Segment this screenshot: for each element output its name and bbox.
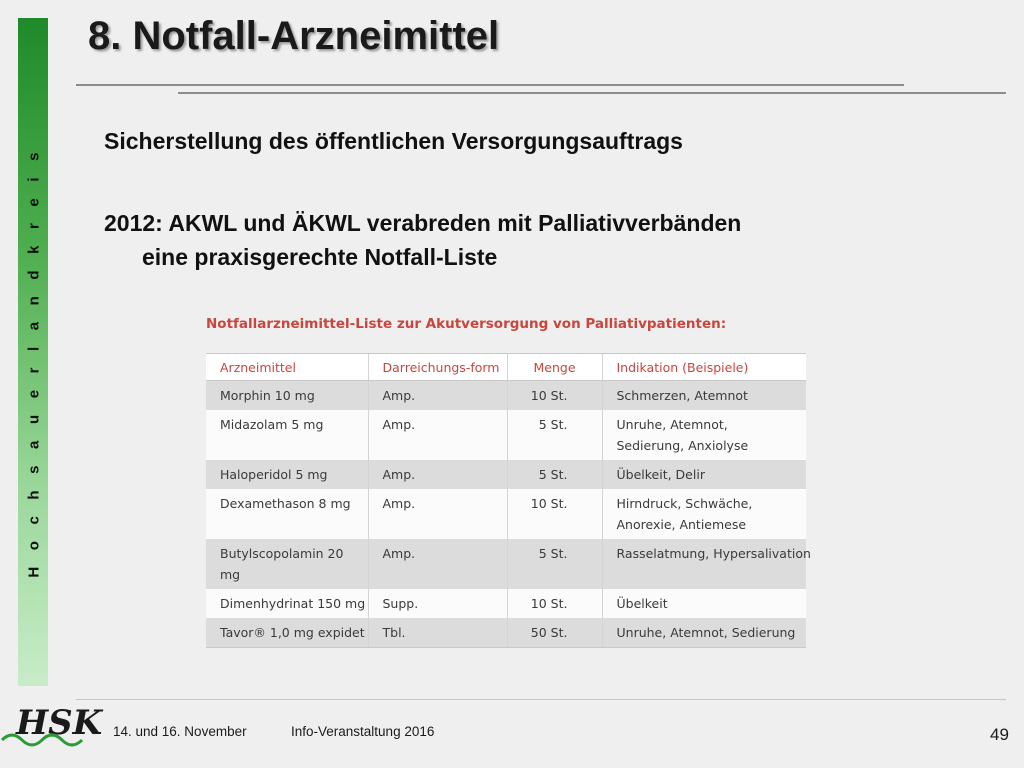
cell-form: Amp.: [368, 489, 507, 539]
cell-form: Amp.: [368, 410, 507, 460]
cell-form: Tbl.: [368, 618, 507, 648]
logo-lettering: HSK: [16, 703, 103, 743]
cell-indication: [602, 489, 806, 539]
cell-form: Amp.: [368, 539, 507, 589]
cell-quantity: 5 St.: [507, 410, 602, 460]
cell-quantity: 50 St.: [507, 618, 602, 648]
cell-indication: [602, 381, 806, 411]
body-line-2: eine praxisgerechte Notfall-Liste: [142, 244, 498, 270]
cell-drug: Midazolam 5 mg: [206, 410, 368, 460]
header-form: Darreichungs-form: [368, 354, 507, 381]
cell-quantity: 10 St.: [507, 489, 602, 539]
indication-line: Schmerzen, Atemnot: [616, 388, 748, 403]
medication-table: [206, 353, 811, 648]
indication-line: Hirndruck, Schwäche,: [616, 496, 753, 511]
indication-line: Rasselatmung, Hypersalivation: [616, 546, 811, 561]
cell-drug: Tavor® 1,0 mg expidet: [206, 618, 368, 648]
cell-drug: Dexamethason 8 mg: [206, 489, 368, 539]
footer-rule: [76, 699, 1006, 700]
header-indication: Indikation (Beispiele): [602, 354, 806, 381]
table-row: [206, 589, 806, 618]
indication-line: Übelkeit: [616, 596, 668, 611]
cell-indication: [602, 539, 811, 589]
cell-indication: [602, 460, 806, 489]
indication-line: Unruhe, Atemnot, Sedierung: [616, 625, 796, 640]
indication-line: Sedierung, Anxiolyse: [616, 438, 749, 453]
table-row: [206, 618, 806, 648]
cell-indication: [602, 410, 806, 460]
cell-drug: Haloperidol 5 mg: [206, 460, 368, 489]
table-row: [206, 410, 806, 460]
slide-title: 8. Notfall-Arzneimittel: [88, 14, 500, 58]
cell-form: Supp.: [368, 589, 507, 618]
table-row: [206, 460, 806, 489]
cell-indication: [602, 589, 806, 618]
cell-drug: Dimenhydrinat 150 mg: [206, 589, 368, 618]
cell-quantity: 5 St.: [507, 460, 602, 489]
cell-quantity: 10 St.: [507, 381, 602, 411]
footer-event: Info-Veranstaltung 2016: [291, 724, 435, 739]
cell-quantity: 10 St.: [507, 589, 602, 618]
hsk-logo: [2, 690, 103, 750]
table-row: [206, 489, 806, 539]
indication-line: Unruhe, Atemnot,: [616, 417, 728, 432]
body-line-1: 2012: AKWL und ÄKWL verabreden mit Palliativverbänden: [104, 210, 742, 236]
table-row: [206, 381, 806, 411]
cell-quantity: 5 St.: [507, 539, 602, 589]
page-number: 49: [990, 725, 1009, 744]
table-title: Notfallarzneimittel-Liste zur Akutversorgung von Palliativpatienten:: [206, 316, 727, 332]
header-drug: Arzneimittel: [206, 354, 368, 381]
sidebar-county-label: H o c h s a u e r l a n d k r e i s: [25, 146, 43, 578]
header-quantity: Menge: [507, 354, 602, 381]
indication-line: Übelkeit, Delir: [616, 467, 705, 482]
cell-form: Amp.: [368, 381, 507, 411]
indication-line: Anorexie, Antiemese: [616, 517, 747, 532]
cell-drug: Morphin 10 mg: [206, 381, 368, 411]
slide-subtitle: Sicherstellung des öffentlichen Versorgungsauftrags: [104, 128, 683, 154]
title-rule-top: [76, 84, 904, 86]
table-row: [206, 539, 806, 589]
cell-form: Amp.: [368, 460, 507, 489]
cell-indication: [602, 618, 806, 648]
title-rule-bottom: [178, 92, 1006, 94]
footer-date: 14. und 16. November: [113, 724, 247, 739]
cell-drug: Butylscopolamin 20 mg: [206, 539, 368, 589]
table-header-row: [206, 354, 806, 381]
